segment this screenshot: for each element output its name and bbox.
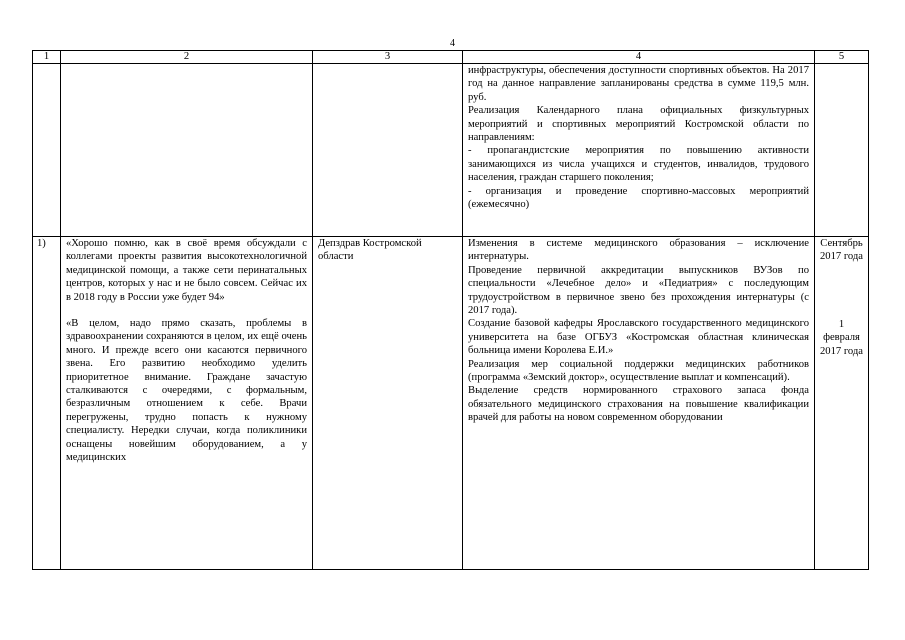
- header-cell-2: 2: [61, 51, 313, 64]
- quote-paragraph: «Хорошо помню, как в своё время обсуждали с коллегами проекты развития высокотехнологичной медицинской помощи, а также сети перинатальных центров, которых у нас и не было совсем. Сейчас их в 2018 году в России уже будет 94»: [66, 238, 307, 303]
- table-row: [33, 64, 869, 237]
- measures-cell: [463, 64, 815, 237]
- deadline-cell: [815, 237, 869, 570]
- measure-paragraph: Создание базовой кафедры Ярославского государственного медицинского университета на базе ОГБУЗ «Костромская областная клиническая больница имени Королева Е.И.»: [468, 318, 809, 357]
- measures-cell: [463, 237, 815, 570]
- header-cell-3: 3: [313, 51, 463, 64]
- responsible-cell: [313, 64, 463, 237]
- header-cell-1: 1: [33, 51, 61, 64]
- deadline-cell: [815, 64, 869, 237]
- quote-cell: [61, 237, 313, 570]
- header-cell-4: 4: [463, 51, 815, 64]
- row-number-cell: 1): [33, 237, 61, 570]
- measure-paragraph: Изменения в системе медицинского образования – исключение интернатуры.: [468, 238, 809, 263]
- measure-paragraph: - организация и проведение спортивно-массовых мероприятий (ежемесячно): [468, 185, 809, 211]
- quote-paragraph: «В целом, надо прямо сказать, проблемы в здравоохранении сохраняются в целом, их ещё очень много. И прежде всего они касаются первичного звена. Его развитию необходимо уделить приоритетное внимание. Граждане зачастую сталкиваются с очередями, с формальным, безразличным отношением к себе. Врачи перегружены, трудно попасть к нужному специалисту. Нередки случаи, когда поликлиники оснащены новейшим оборудованием, а у медицинских: [66, 318, 307, 464]
- measures-table: [32, 50, 869, 570]
- measure-paragraph: Проведение первичной аккредитации выпускников ВУЗов по специальности «Лечебное дело» и «Педиатрия» с последующим трудоустройством в первичное звено без прохождения интернатуры (с 2017 года).: [468, 264, 809, 317]
- table-header-row: [33, 51, 869, 64]
- quote-cell: [61, 64, 313, 237]
- measure-paragraph: Выделение средств нормированного страхового запаса фонда обязательного медицинского страхования на повышение квалификации врачей для работы на новом современном оборудовании: [468, 385, 809, 424]
- responsible-cell: Депздрав Костромской области: [313, 237, 463, 570]
- measure-paragraph: инфраструктуры, обеспечения доступности спортивных объектов. На 2017 год на данное направление запланированы средства в сумме 119,5 млн. руб.: [468, 65, 809, 103]
- page-number: 4: [450, 38, 455, 49]
- deadline-date: 1 февраля 2017 года: [820, 318, 864, 357]
- measure-paragraph: Реализация Календарного плана официальных физкультурных мероприятий и спортивных мероприятий Костромской области по направлениям:: [468, 105, 809, 144]
- row-number-cell: [33, 64, 61, 237]
- table-row: [33, 237, 869, 570]
- measure-paragraph: - пропагандистские мероприятия по повышению активности занимающихся из числа учащихся и студентов, инвалидов, трудового населения, граждан старшего поколения;: [468, 145, 809, 184]
- measure-paragraph: Реализация мер социальной поддержки медицинских работников (программа «Земский доктор», осуществление выплат и компенсаций).: [468, 358, 809, 384]
- deadline-date: Сентябрь 2017 года: [820, 238, 864, 263]
- header-cell-5: 5: [815, 51, 869, 64]
